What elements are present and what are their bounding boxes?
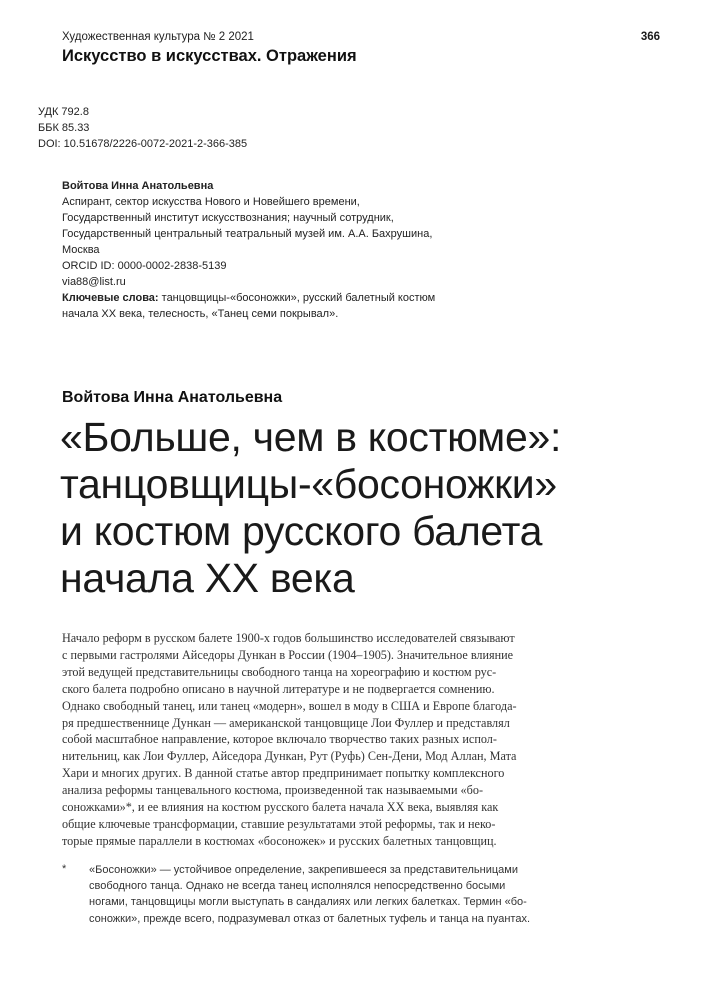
author-info-line: Государственный центральный театральный музей им. А.А. Бахрушина, [62,228,433,240]
footnote-line: «Босоножки» — устойчивое определение, закрепившееся за представительницами [89,864,518,876]
keywords [62,290,435,306]
keywords-label: Ключевые слова: [62,292,159,304]
title-line: начала ХХ века [60,555,355,601]
section-title: Искусство в искусствах. Отражения [62,47,357,65]
footnote-line: ногами, танцовщицы могли выступать в сандалиях или легких балетках. Термин «бо- [89,896,527,909]
abstract-line: ского балета подробно описано в научной литературе и не подвергается сомнению. [62,681,495,696]
doi: DOI: 10.51678/2226-0072-2021-2-366-385 [38,138,248,150]
abstract-line: Начало реформ в русском балете 1900-х годов большинство исследователей связывают [62,631,515,645]
abstract-line: торые прямые параллели в костюмах «босоножек» и русских балетных танцовщиц. [62,833,497,848]
journal-title: Художественная культура № 2 2021 [62,31,254,43]
abstract-line: анализа реформы танцевального костюма, произведенной так называемыми «бо- [62,783,483,798]
keywords-text: танцовщицы-«босоножки», русский балетный костюм [158,292,436,304]
abstract-line: Хари и многих других. В данной статье автор предпринимает попытку комплексного [62,766,505,781]
abstract-line: общие ключевые трансформации, ставшие результатами этой реформы, так и неко- [62,816,496,831]
article-title [60,414,561,602]
keywords-text-continued: начала ХХ века, телесность, «Танец семи покрывал». [62,308,339,320]
abstract-line: с первыми гастролями Айседоры Дункан в России (1904–1905). Значительное влияние [62,647,514,662]
bbk-code: ББК 85.33 [38,122,90,134]
author-info-line: Москва [62,244,100,256]
page-number: 366 [640,31,660,43]
title-line: и костюм русского балета [60,508,543,554]
abstract [62,630,552,850]
author-info-name: Войтова Инна Анатольевна [62,180,214,192]
title-line: танцовщицы-«босоножки» [60,461,557,507]
abstract-line: этой ведущей представительницы свободного танца на хореографию и костюм рус- [62,664,497,679]
bibliographic-meta [38,104,247,152]
abstract-line: нительниц, как Лои Фуллер, Айседора Дункан, Рут (Руфь) Сен-Дени, Мод Аллан, Мата [62,749,517,764]
abstract-line: ря предшественнице Дункан — американской танцовщице Лои Фуллер и представлял [62,715,510,730]
footnote [89,862,530,927]
article-author: Войтова Инна Анатольевна [62,389,283,406]
footnote-marker: * [62,863,67,875]
abstract-line: соножками»*, и ее влияния на костюм русского балета начала ХХ века, выявляя как [62,800,499,815]
abstract-line: собой масштабное направление, которое включало творчество таких разных испол- [62,732,497,747]
abstract-line: Однако свободный танец, или танец «модерн», вошел в моду в США и Европе благода- [62,698,517,713]
title-line: «Больше, чем в костюме»: [60,414,562,460]
author-info [62,178,435,322]
footnote-line: свободного танца. Однако не всегда танец исполнялся непосредственно босыми [89,880,506,893]
email: via88@list.ru [62,276,126,288]
author-info-line: Аспирант, сектор искусства Нового и Новейшего времени, [62,196,360,208]
footnote-line: соножки», прежде всего, подразумевал отказ от балетных туфель и танца на пуантах. [89,912,530,925]
orcid: ORCID ID: 0000-0002-2838-5139 [62,260,227,272]
udk-code: УДК 792.8 [38,106,89,118]
author-info-line: Государственный институт искусствознания; научный сотрудник, [62,212,394,224]
